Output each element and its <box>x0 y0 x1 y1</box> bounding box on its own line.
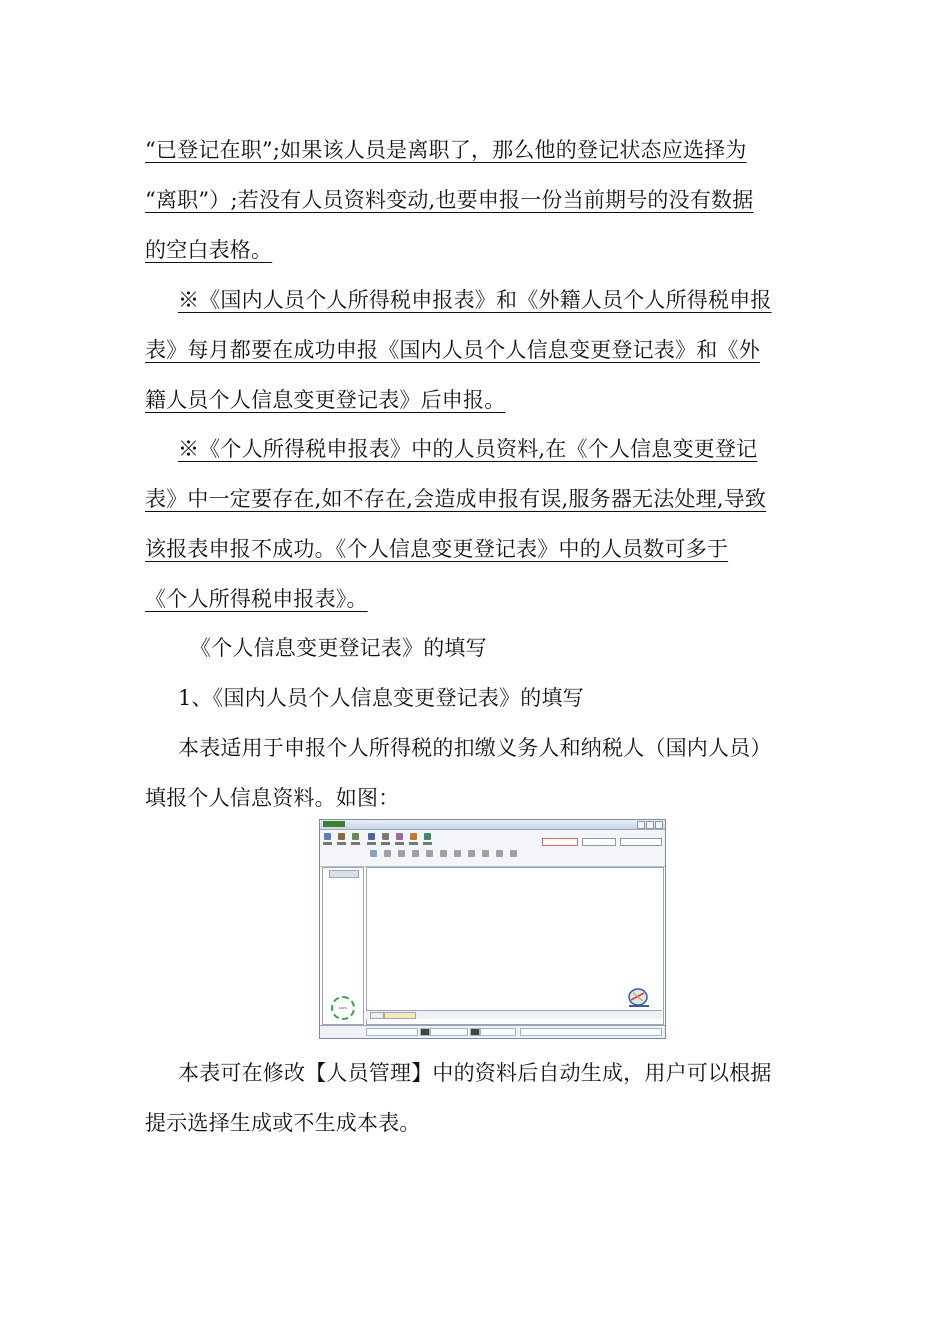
minimize-icon <box>637 821 645 829</box>
status-icon <box>470 1028 480 1036</box>
screenshot-titlebar <box>320 820 665 830</box>
add-icon <box>384 850 391 857</box>
paragraph-line: “已登记在职”;如果该人员是离职了，那么他的登记状态应选择为 <box>145 138 747 162</box>
close-icon <box>655 821 663 829</box>
status-cell <box>430 1028 468 1036</box>
export-icon <box>468 850 475 857</box>
sheet-tabs <box>366 1010 662 1019</box>
download-icon <box>324 833 331 840</box>
paragraph-line: 提示选择生成或不生成本表。 <box>145 1111 421 1135</box>
help-icon <box>410 833 417 840</box>
left-panel <box>322 867 364 1025</box>
note-line: ※《国内人员个人所得税申报表》和《外籍人员个人所得税申报 <box>178 288 772 312</box>
check-icon <box>426 850 433 857</box>
status-url-cell <box>520 1028 662 1036</box>
query-icon <box>382 833 389 840</box>
paragraph-line: 本表适用于申报个人所得税的扣缴义务人和纳税人（国内人员） <box>178 736 772 760</box>
section-heading: 《个人信息变更登记表》的填写 <box>190 636 487 660</box>
sheet-tab <box>370 1012 384 1019</box>
progress-ring <box>331 996 355 1020</box>
period-label <box>542 838 578 846</box>
paragraph-line: 的空白表格。 <box>145 238 273 262</box>
print-icon <box>496 850 503 857</box>
sum-icon <box>510 850 517 857</box>
edit-icon <box>440 850 447 857</box>
upload-icon <box>352 833 359 840</box>
table-select <box>620 838 662 846</box>
status-cell <box>480 1028 516 1036</box>
note-line: 表》每月都要在成功申报《国内人员个人信息变更登记表》和《外 <box>145 338 760 362</box>
paragraph-line: 填报个人信息资料。如图： <box>145 786 400 810</box>
progress-label: 100% <box>338 1006 348 1010</box>
embedded-screenshot <box>319 819 666 1039</box>
status-icon <box>420 1028 430 1036</box>
subsection-heading: 1、《国内人员个人信息变更登记表》的填写 <box>178 686 584 710</box>
note-line: ※《个人所得税申报表》中的人员资料,在《个人信息变更登记 <box>178 437 758 461</box>
main-panel <box>366 867 664 1025</box>
report-icon <box>368 833 375 840</box>
paragraph-line: 本表可在修改【人员管理】中的资料后自动生成，用户可以根据 <box>178 1061 772 1085</box>
screenshot-toolbar <box>320 830 665 867</box>
maximize-icon <box>646 821 654 829</box>
return-icon <box>338 833 345 840</box>
note-line: 《个人所得税申报表》。 <box>145 587 368 611</box>
left-panel-header <box>329 870 359 878</box>
save-icon <box>370 850 377 857</box>
status-bar <box>320 1025 665 1038</box>
delete-icon <box>412 850 419 857</box>
app-title-bar-logo <box>323 821 345 827</box>
paragraph-line: “离职”）;若没有人员资料变动,也要申报一份当前期号的没有数据 <box>145 188 754 212</box>
sheet-tab-active <box>384 1012 416 1019</box>
note-line: 该报表申报不成功。《个人信息变更登记表》中的人员数可多于 <box>145 537 729 561</box>
exit-icon <box>424 833 431 840</box>
preview-icon <box>482 850 489 857</box>
insert-icon <box>398 850 405 857</box>
status-cell <box>366 1028 418 1036</box>
period-select <box>582 838 616 846</box>
note-line: 籍人员个人信息变更登记表》后申报。 <box>145 388 506 412</box>
import-icon <box>454 850 461 857</box>
tools-icon <box>396 833 403 840</box>
note-line: 表》中一定要存在,如不存在,会造成申报有误,服务器无法处理,导致 <box>145 487 767 511</box>
company-logo-icon <box>626 988 652 1008</box>
